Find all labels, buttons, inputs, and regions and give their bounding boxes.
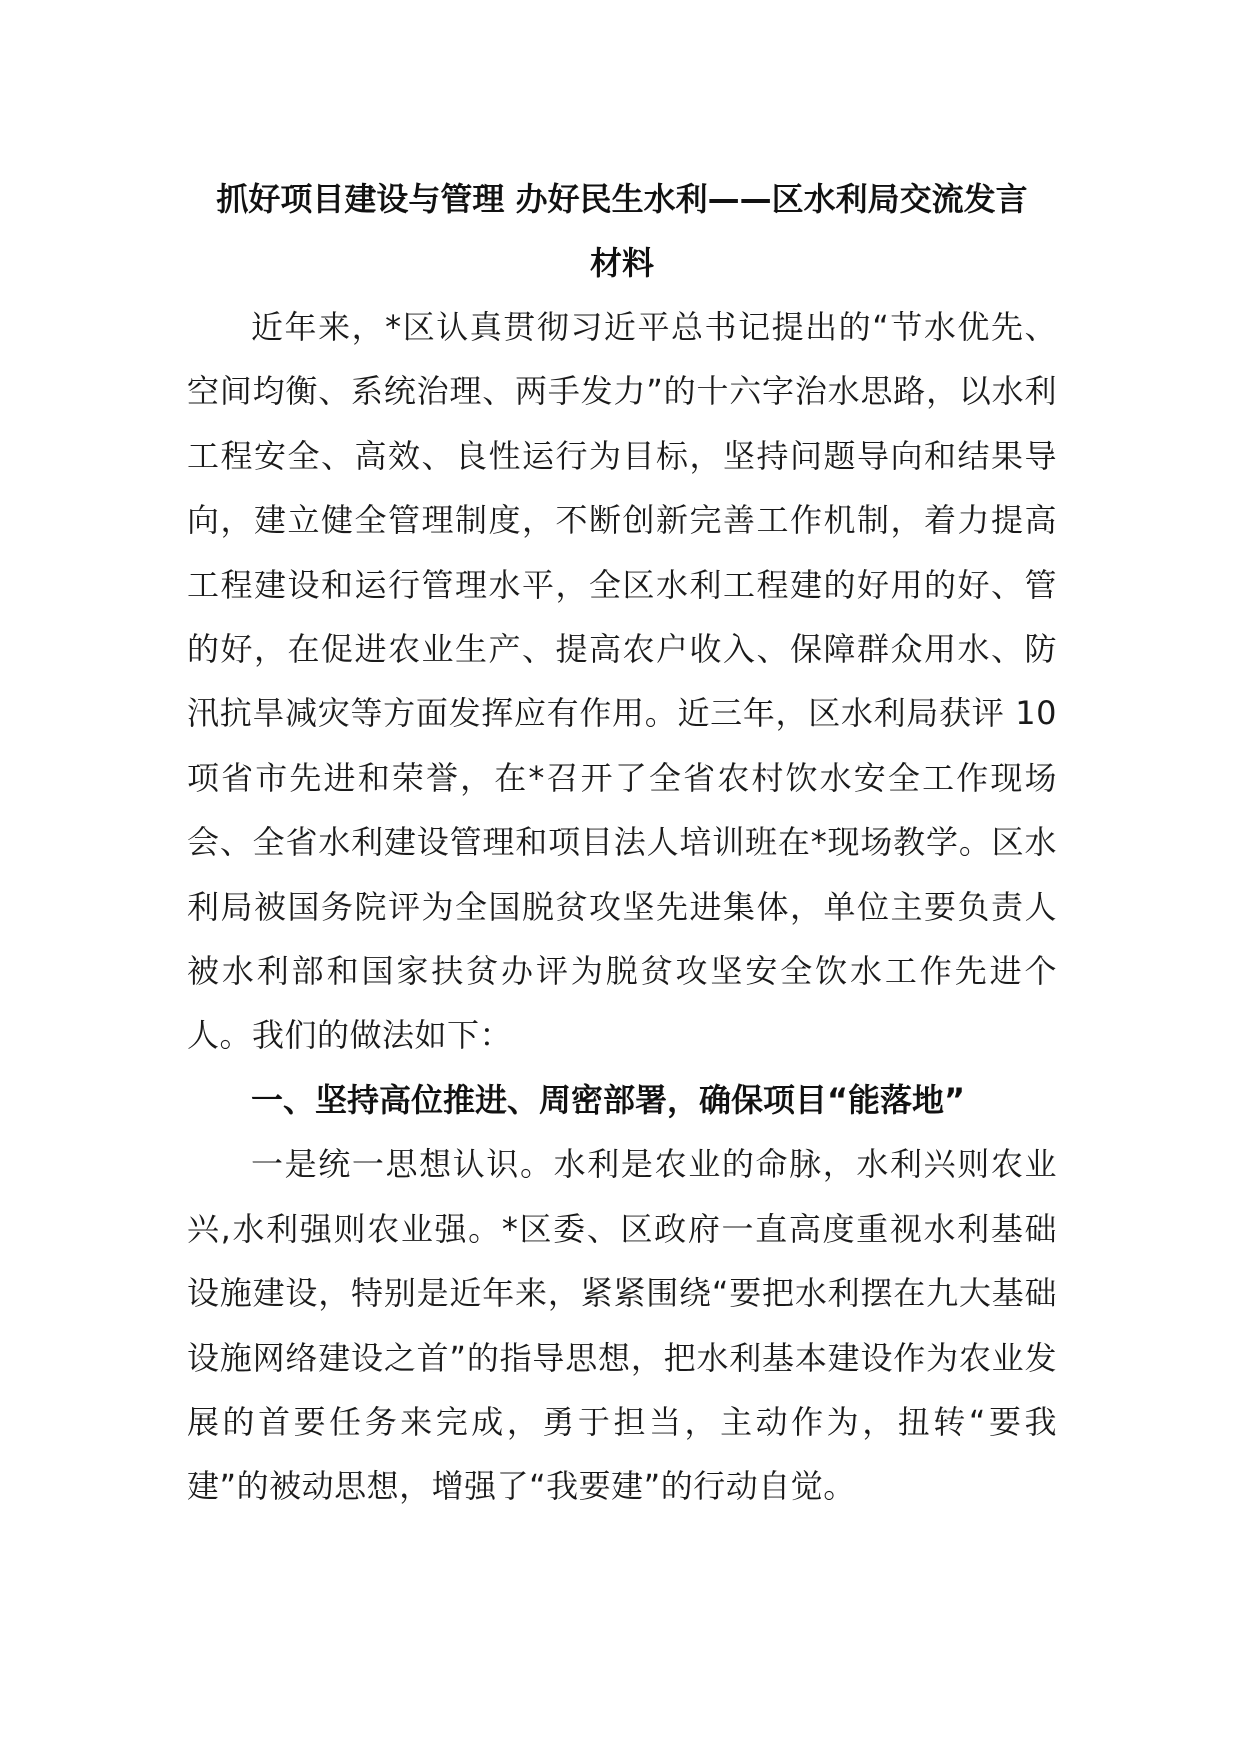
- document-title: [187, 167, 1057, 295]
- section-heading-1: 一、坚持高位推进、周密部署，确保项目“能落地”: [251, 1080, 966, 1119]
- section-1-paragraph-1: 一是统一思想认识。水利是农业的命脉，水利兴则农业兴,水利强则农业强。*区委、区政府一直高度重视水利基础设施建设，特别是近年来，紧紧围绕“要把水利摆在九大基础设施网络建设之首”的指导思想，把水利基本建设作为农业发展的首要任务来完成，勇于担当，主动作为，扭转“要我建”的被动思想，增强了“我要建”的行动自觉。: [187, 1145, 1057, 1506]
- document-title-line2: 材料: [589, 244, 654, 282]
- document-title-line1: 抓好项目建设与管理 办好民生水利——区水利局交流发言: [216, 180, 1028, 218]
- intro-paragraph: 近年来，*区认真贯彻习近平总书记提出的“节水优先、空间均衡、系统治理、两手发力”的十六字治水思路，以水利工程安全、高效、良性运行为目标，坚持问题导向和结果导向，建立健全管理制度，不断创新完善工作机制，着力提高工程建设和运行管理水平，全区水利工程建的好用的好、管的好，在促进农业生产、提高农户收入、保障群众用水、防汛抗旱减灾等方面发挥应有作用。近三年，区水利局获评 10 项省市先进和荣誉，在*召开了全省农村饮水安全工作现场会、全省水利建设管理和项目法人培训班在*现场教学。区水利局被国务院评为全国脱贫攻坚先进集体，单位主要负责人被水利部和国家扶贫办评为脱贫攻坚安全饮水工作先进个人。我们的做法如下：: [187, 308, 1057, 1055]
- document-body: [187, 167, 1057, 1519]
